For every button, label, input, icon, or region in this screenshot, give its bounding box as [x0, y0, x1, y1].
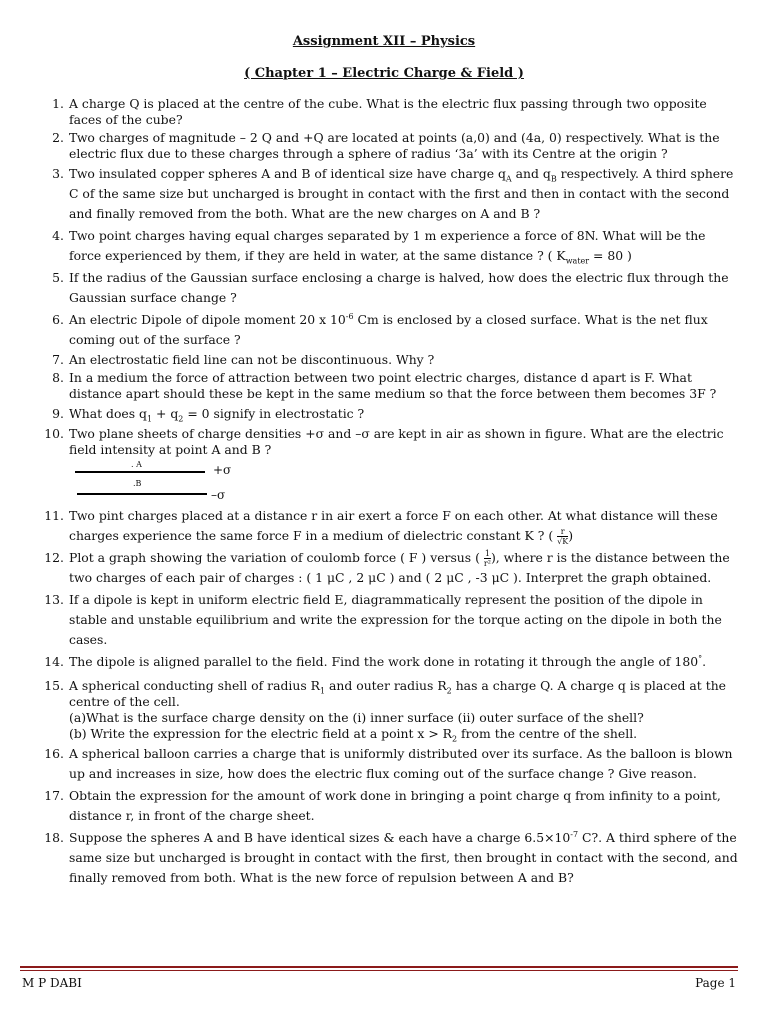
question-item [18, 786, 740, 826]
question-item [18, 744, 740, 784]
question-number: 13. [44, 592, 64, 607]
question-text: Suppose the spheres A and B have identical sizes & each have a charge $6.5\times 10^{-7}$ C?. A third sphere of the same size but uncharged is brought in contact with the first, then brought in contact with the second, and finally removed from both. What is the new force of repulsion between A and B? [69, 829, 738, 885]
question-item [18, 404, 740, 424]
question-item [18, 130, 740, 162]
question-text: Two pint charges placed at a distance r in air exert a force F on each other. At what distance will these charges experience the same force F in a medium of dielectric constant K ? ( $\frac{r}{√K}$ ) [69, 508, 718, 546]
question-text: A charge Q is placed at the centre of the cube. What is the electric flux passing through two opposite faces of the cube? [69, 96, 707, 127]
footer-rule-thick [20, 966, 738, 968]
question-number: 15. [44, 678, 64, 693]
question-text: A spherical balloon carries a charge that is uniformly distributed over its surface. As the balloon is blown up and increases in size, how does the electric flux coming out of the surface change ? Give reason. [69, 746, 733, 781]
question-number: 3. [52, 166, 64, 181]
question-number: 17. [44, 788, 64, 803]
question-number: 1. [52, 96, 64, 111]
positive-sheet-line [75, 471, 205, 473]
question-part-a: (a)What is the surface charge density on the (i) inner surface (ii) outer surface of the shell? [69, 710, 644, 725]
question-number: 2. [52, 130, 64, 145]
question-text: What does $q_1 + q_2 = 0$ signify in electrostatic ? [69, 406, 365, 424]
question-number: 12. [44, 550, 64, 565]
question-text: Obtain the expression for the amount of work done in bringing a point charge q from infinity to a point, distance r, in front of the charge sheet. [69, 788, 721, 823]
question-text: A spherical conducting shell of radius $R_1$ and outer radius $R_2$ has a charge Q. A charge q is placed at the centre of the cell. [69, 678, 727, 709]
question-text: If the radius of the Gaussian surface enclosing a charge is halved, how does the electric flux through the Gaussian surface change ? [69, 270, 729, 305]
fraction: $\frac{r}{√K}$ [557, 527, 569, 546]
question-item [18, 310, 740, 350]
question-text: An electrostatic field line can not be discontinuous. Why ? [69, 352, 435, 367]
question-text: In a medium the force of attraction between two point electric charges, distance d apart is F. What distance apart should these be kept in the same medium so that the force between them becomes 3F ? [69, 370, 717, 401]
question-item [18, 828, 740, 888]
question-number: 14. [44, 654, 64, 669]
charge-sheets-figure [69, 460, 740, 502]
question-number: 8. [52, 370, 64, 385]
question-number: 18. [44, 830, 64, 845]
question-item [18, 506, 740, 546]
footer-page-number: Page 1 [695, 976, 736, 990]
question-text: Two charges of magnitude – 2 Q and +Q are located at points (a,0) and (4a, 0) respectively. What is the electric flux due to these charges through a sphere of radius ‘3a’ with its Centre at the origin ? [69, 130, 720, 161]
question-item [18, 652, 740, 672]
question-item [18, 590, 740, 650]
question-number: 10. [44, 426, 64, 441]
question-number: 6. [52, 312, 64, 327]
chapter-subtitle: ( Chapter 1 – Electric Charge & Field ) [244, 66, 524, 81]
negative-sheet-line [77, 493, 207, 495]
question-number: 4. [52, 228, 64, 243]
point-b-label: .B [133, 479, 142, 488]
footer-author: M P DABI [22, 976, 82, 990]
question-number: 9. [52, 406, 64, 421]
question-text: An electric Dipole of dipole moment 20 x $10^{-6}$ Cm is enclosed by a closed surface. What is the net flux coming out of the surface ? [69, 311, 708, 347]
question-item [18, 226, 740, 266]
question-item [18, 352, 740, 368]
question-text: Plot a graph showing the variation of coulomb force ( F ) versus ( $\frac{1}{\text{r²}}$ ), where r is the distance between the two charges of each pair of charges : ( 1 μC , 2 μC ) and ( 2 μC , -3 μC ). Interpret the graph obtained. [69, 549, 730, 585]
question-text: If a dipole is kept in uniform electric field E, diagrammatically represent the position of the dipole in stable and unstable equilibrium and write the expression for the torque acting on the dipole in both the cases. [69, 592, 722, 647]
question-text: Two plane sheets of charge densities +σ and –σ are kept in air as shown in figure. What are the electric field intensity at point A and B ? [69, 426, 724, 457]
question-item [18, 96, 740, 128]
question-item [18, 426, 740, 502]
question-item [18, 164, 740, 224]
question-text: Two point charges having equal charges separated by 1 m experience a force of 8N. What will be the force experienced by them, if they are held in water, at the same distance ? ( $K_{water} = 80$ ) [69, 228, 706, 266]
positive-sheet-label: +σ [213, 463, 232, 477]
question-item [18, 678, 740, 742]
point-a-label: . A [131, 460, 142, 469]
question-number: 7. [52, 352, 64, 367]
question-number: 16. [44, 746, 64, 761]
question-number: 11. [44, 508, 64, 523]
document-title: Assignment XII – Physics [292, 34, 476, 49]
question-item [18, 268, 740, 308]
footer-rule-thin [20, 970, 738, 971]
question-number: 5. [52, 270, 64, 285]
negative-sheet-label: –σ [211, 488, 226, 502]
question-item [18, 548, 740, 588]
question-item [18, 370, 740, 402]
fraction: $\frac{1}{\text{r²}}$ [483, 549, 491, 568]
question-part-b: (b) Write the expression for the electric field at a point $x > R_2$ from the centre of the shell. [69, 726, 638, 744]
question-text: Two insulated copper spheres A and B of identical size have charge $q_A$ and $q_B$ respectively. A third sphere C of the same size but uncharged is brought in contact with the first and then in contact with the second and finally removed from the both. What are the new charges on A and B ? [69, 166, 734, 221]
question-text: The dipole is aligned parallel to the field. Find the work done in rotating it through the angle of 180°. [69, 653, 707, 669]
question-list [18, 96, 740, 890]
